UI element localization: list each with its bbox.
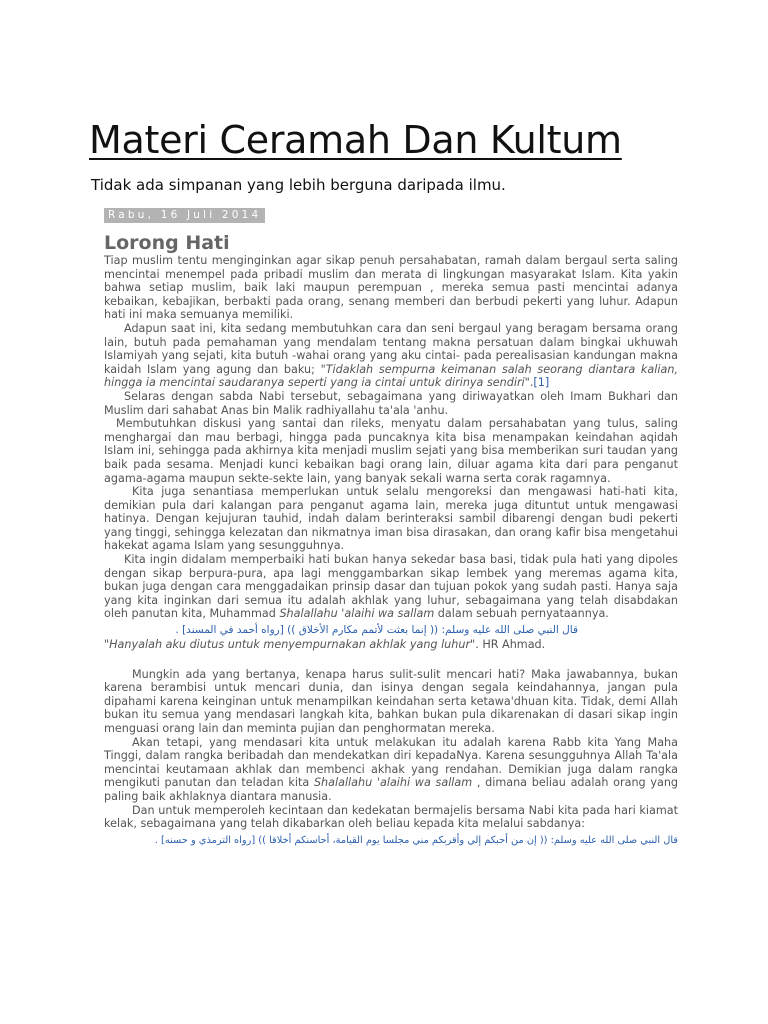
post-title[interactable]: Lorong Hati xyxy=(104,232,230,254)
paragraph-1: Tiap muslim tentu menginginkan agar sikap penuh persahabatan, ramah dalam bergaul serta saling mencintai menempel pada pribadi muslim dan merata di lingkungan masyarakat Islam. Kita yakin bahwa setiap muslim, baik laki maupun perempuan , mereka semua pasti mencintai adanya kebaikan, kebajikan, berbakti pada orang, senang memberi dan berbudi pekerti yang luhur. Adapun hati ini maka semuanya memiliki. xyxy=(104,254,678,322)
hadith-translation-text: "Hanyalah aku diutus untuk menyempurnakan akhlak yang luhur" xyxy=(104,638,476,652)
hadith-quote: Tidaklah sempurna keimanan salah seorang diantara kalian, hingga ia mencintai saudaranya seperti yang ia cintai untuk dirinya sendiri xyxy=(104,362,678,390)
arabic-hadith-1: قال النبي صلى الله عليه وسلم: (( إنما بعثت لأتمم مكارم الأخلاق )) [رواه أحمد في المسند] . xyxy=(175,624,578,637)
paragraph-9: Dan untuk memperoleh kecintaan dan kedekatan bermajelis bersama Nabi kita pada hari kiamat kelak, sebagaimana yang telah dikabarkan oleh beliau kepada kita melalui sabdanya: xyxy=(104,803,678,831)
salawat-text-2: Shalallahu 'alaihi wa sallam xyxy=(313,776,473,790)
paragraph-6-end: dalam sebuah pernyataannya. xyxy=(434,607,609,621)
post-date: Rabu, 16 Juli 2014 xyxy=(104,208,265,223)
spacer xyxy=(104,652,678,668)
salawat-text: Shalallahu 'alaihi wa sallam xyxy=(279,607,435,621)
paragraph-4: Membutuhkan diskusi yang santai dan rileks, menyatu dalam persahabatan yang tulus, saling menghargai dan mau berbagi, hingga pada puncaknya kita bisa menampakan keindahan aqidah Islam ini, sehingga pada akhirnya kita menjadi muslim sejati yang bisa memberikan suri taudan yang baik pada sesama. Menjadi kunci kebaikan bagi orang lain, diluar agama kita dari para penganut agama-agama maupun sekte-sekte lain, yang banyak sekali warna serta corak ragamnya. xyxy=(104,417,678,485)
arabic-hadith-2: قال النبي صلى الله عليه وسلم: (( إن من أحبكم إلي وأقربكم مني مجلسا يوم القيامة، أحاسنكم أخلاقا )) [رواه الترمذي و حسنه] . xyxy=(154,834,678,846)
paragraph-8 xyxy=(104,736,678,804)
paragraph-8-text: Akan tetapi, yang mendasari kita untuk melakukan itu adalah karena Rabb kita Yang Maha Tinggi, dalam rangka beribadah dan mendekatkan diri kepadaNya. Karena sesungguhnya Allah Ta'ala mencintai keutamaan akhlak dan membenci akhak yang rendahan. Demikian juga dalam rangka mengikuti panutan dan teladan kita xyxy=(104,735,678,790)
paragraph-2-end: ". xyxy=(524,376,534,390)
hadith-translation xyxy=(104,638,678,652)
paragraph-6 xyxy=(104,553,678,621)
paragraph-7: Mungkin ada yang bertanya, kenapa harus sulit-sulit mencari hati? Maka jawabannya, bukan karena berambisi untuk mencari dunia, dan isinya dengan segala keindahannya, jangan pula dipahami karena keinginan untuk menampilkan keindahan serta ketawa'dhuan kita. Tidak, demi Allah bukan itu semua yang mendasari langkah kita, bahkan bukan pula dikarenakan di dasari sikap ingin menguasi orang lain dan meminta pujian dan penghormatan mereka. xyxy=(104,667,678,735)
blog-title[interactable]: Materi Ceramah Dan Kultum xyxy=(89,118,622,162)
paragraph-6-text: Kita ingin didalam memperbaiki hati bukan hanya sekedar basa basi, tidak pula hati yang dipoles dengan sikap berpura-pura, apa lagi menggambarkan sikap lembek yang meremas agama kita, bukan juga dengan cara menggadaikan prinsip dasar dan tujuan pokok yang sudah pasti. Hanya saja yang kita inginkan dari semua itu adalah akhlak yang luhur, sebagaimana yang telah disabdakan oleh panutan kita, Muhammad xyxy=(104,553,678,621)
paragraph-3: Selaras dengan sabda Nabi tersebut, sebagaimana yang diriwayatkan oleh Imam Bukhari dan Muslim dari sahabat Anas bin Malik radhiyallahu ta'ala 'anhu. xyxy=(104,389,678,417)
paragraph-2-text: Adapun saat ini, kita sedang membutuhkan cara dan seni bergaul yang beragam bersama orang lain, butuh pada pemahaman yang mendalam tentang makna persatuan dalam bingkai ukhuwah Islamiyah yang sejati, kita butuh -wahai orang yang aku cintai- pada perealisasian kandungan makna kaidah Islam yang agung dan baku; " xyxy=(104,321,678,376)
paragraph-2 xyxy=(104,322,678,390)
post-body xyxy=(104,254,678,848)
hadith-source: . HR Ahmad. xyxy=(475,638,546,652)
paragraph-5: Kita juga senantiasa memperlukan untuk selalu mengoreksi dan mengawasi hati-hati kita, demikian pula dari kalangan para penganut agama lain, mereka juga dituntut untuk mengawasi hatinya. Dengan kejujuran tauhid, indah dalam berinteraksi sambil dibarengi dengan budi pekerti yang tinggi, sehingga kelezatan dan nikmatnya iman bisa dirasakan, dan orang kafir bisa mengetahui hakekat agama Islam yang sesungguhnya. xyxy=(104,485,678,553)
footnote-link[interactable]: [1] xyxy=(533,376,550,390)
blog-description: Tidak ada simpanan yang lebih berguna daripada ilmu. xyxy=(91,176,506,194)
paragraph-8-end: , dimana beliau adalah orang yang paling baik akhlaknya diantara manusia. xyxy=(104,776,679,803)
